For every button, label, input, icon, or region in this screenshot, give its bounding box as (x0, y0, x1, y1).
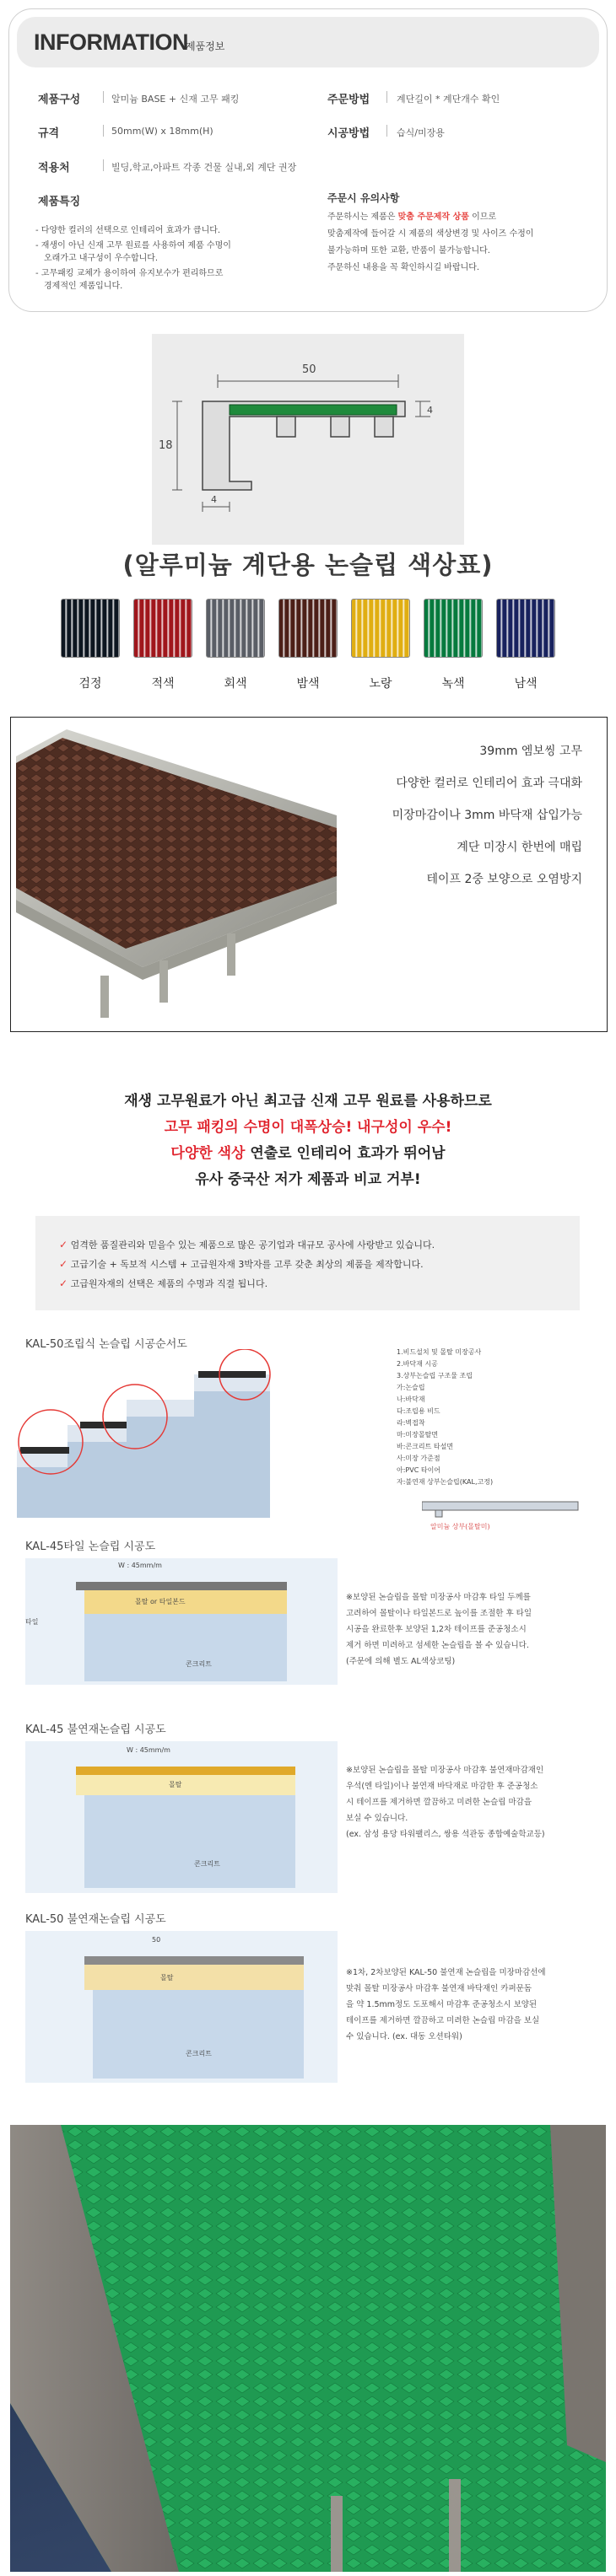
product-photo (16, 723, 337, 1026)
color-swatch (351, 599, 410, 658)
feature-line: - 고무패킹 교체가 용이하여 유지보수가 편리하므로 (35, 269, 224, 278)
stair-assembly-diagram (17, 1349, 346, 1518)
divider (103, 91, 104, 103)
quality-notice-item: ✓ 고급기술 + 독보적 시스템 + 고급원자재 3박자를 고루 갖춘 최상의 제품을 제작합니다. (59, 1258, 424, 1270)
feature-line: 경제적인 제품입니다. (44, 282, 123, 291)
value-install-method: 습식/미장용 (397, 127, 445, 138)
mortar-layer (76, 1775, 295, 1795)
claim-line-4: 유사 중국산 저가 제품과 비교 거부! (195, 1171, 421, 1188)
kal45-tile-diagram (25, 1558, 338, 1685)
dim-bottom-label: 4 (211, 494, 217, 505)
color-chart-title: (알루미늄 계단용 논슬립 색상표) (122, 551, 494, 579)
divider (103, 125, 104, 137)
color-swatch-label: 녹색 (441, 677, 465, 691)
fireproof-strip (76, 1767, 295, 1775)
install-title-kal45-tile: KAL-45타일 논슬립 시공도 (25, 1541, 156, 1553)
install-title-kal50-fireproof: KAL-50 불연재논슬립 시공도 (25, 1913, 166, 1926)
order-notice-line: 주문하신 내용을 꼭 확인하시길 바랍니다. (327, 263, 480, 272)
value-composition: 알미늄 BASE + 신재 고무 패킹 (111, 94, 240, 105)
dim-height-label: 18 (159, 439, 173, 452)
quality-notice-item: ✓ 고급원자재의 선택은 제품의 수명과 직결 됩니다. (59, 1277, 268, 1289)
concrete-layer (93, 1990, 304, 2079)
color-swatch (61, 599, 120, 658)
dim-lip-label: 4 (427, 405, 433, 416)
order-notice-title: 주문시 유의사항 (327, 192, 400, 204)
concrete-label: 콘크리트 (194, 1860, 220, 1868)
claim-line-2: 고무 패킹의 수명이 대폭상승! 내구성이 우수! (164, 1119, 452, 1136)
concrete-layer (84, 1795, 295, 1888)
kal50-width-label: 50 (152, 1936, 161, 1944)
dim-width-label: 50 (302, 363, 316, 376)
information-subtitle: 제품정보 (186, 40, 225, 52)
kal50-fireproof-description: ※1차, 2차보양된 KAL-50 불연재 논슬립을 미장마감선에 맞춰 몰탈 미장공사 마감후 불연재 바닥재인 카퍼문돔 을 약 1.5mm정도 도포해서 마감후 준공청소시 보양된 테이프를 제거하면 깔끔하고 미려한 논슬립 마감을 보실 수 있습니다. (ex. 대동 오션타워) (346, 1968, 546, 2041)
color-swatch-label: 노랑 (369, 677, 392, 691)
product-feature: 계단 미장시 한번에 매립 (457, 841, 582, 854)
mortar-label: 몰탈 (160, 1974, 174, 1982)
feature-line: - 재생이 아닌 신재 고무 원료를 사용하여 제품 수명이 (35, 241, 231, 250)
kal50-fireproof-diagram (25, 1931, 338, 2083)
label-install-method: 시공방법 (327, 127, 370, 140)
kal45-fire-width-label: W : 45mm/m (127, 1746, 170, 1754)
product-feature: 다양한 컬러로 인테리어 효과 극대화 (396, 777, 582, 790)
kal45-width-label: W : 45mm/m (118, 1562, 162, 1569)
kal45-fireproof-diagram (25, 1741, 338, 1893)
bond-label: 몰탈 or 타일본드 (135, 1598, 186, 1605)
product-feature: 테이프 2중 보양으로 오염방지 (426, 873, 582, 886)
feature-line: - 다양한 컬러의 선택으로 인테리어 효과가 큽니다. (35, 226, 221, 235)
product-feature: 39mm 엠보씽 고무 (479, 745, 582, 758)
quality-notice-item: ✓ 엄격한 품질관리와 믿을수 있는 제품으로 많은 공기업과 대규모 공사에 사랑받고 있습니다. (59, 1239, 435, 1250)
value-size: 50mm(W) x 18mm(H) (111, 126, 213, 137)
green-nonslip-photo (10, 2125, 606, 2572)
concrete-label: 콘크리트 (186, 1660, 212, 1668)
install-legend-list: 1.비드설치 및 몰탈 미장공사 2.바닥재 시공 3.상부논슬립 구조물 조립 가:논슬립 나:바닥재 다:조립용 비드 라:벽접착 마:미장몰탈면 바:콘크리트 타설면 사:미장 가준점 아:PVC 타이어 자:불연재 상부논슬립(KAL,고정) (397, 1348, 494, 1486)
profile-drawing (152, 334, 464, 545)
nonslip-strip (84, 1956, 304, 1965)
concrete-label: 콘크리트 (186, 2050, 212, 2057)
label-order-method: 주문방법 (327, 94, 370, 106)
label-size: 규격 (38, 127, 60, 140)
order-notice-line: 불가능하며 또한 교환, 반품이 불가능합니다. (327, 246, 490, 255)
color-swatch-label: 남색 (514, 677, 538, 691)
color-swatch (496, 599, 555, 658)
label-application: 적용처 (38, 162, 70, 175)
color-swatch-label: 검정 (78, 677, 102, 691)
feature-line: 오래가고 내구성이 우수합니다. (44, 254, 159, 263)
kal45-tile-description: ※보양된 논슬립을 몰탈 미장공사 마감후 타일 두께를 고려하여 몰탈이나 타일본드로 높이를 조절한 후 타일 시공을 완료한후 보양된 1,2차 테이프를 준공청소시 제거 하면 미려하고 섬세한 논슬립을 볼 수 있습니다. (주문에 의해 별도 AL색상코팅) (346, 1593, 532, 1666)
value-order-method: 계단길이 * 계단개수 확인 (397, 94, 500, 105)
upper-nonslip-section (422, 1497, 582, 1519)
kal45-fireproof-description: ※보양된 논슬립을 몰탈 미장공사 마감후 불연재마감재인 우석(엔 타일)이나 불연재 바닥재로 마감한 후 준공청소 시 테이프를 제거하면 깔끔하고 미려한 논슬립 마감을 보실 수 있습니다. (ex. 삼성 용당 타워팰리스, 쌍용 석관동 종합예술학교등) (346, 1766, 545, 1839)
divider (386, 91, 387, 103)
color-swatch (424, 599, 483, 658)
color-swatch (206, 599, 265, 658)
divider (386, 125, 387, 137)
value-application: 빌딩,학교,아파트 각종 건물 실내,외 계단 권장 (111, 162, 297, 173)
concrete-layer (84, 1614, 287, 1681)
mortar-layer (84, 1965, 304, 1990)
color-swatch (278, 599, 338, 658)
mortar-label: 몰탈 (169, 1781, 182, 1788)
color-swatch-label: 회색 (224, 677, 247, 691)
color-swatch-label: 밤색 (296, 677, 320, 691)
color-swatch (133, 599, 192, 658)
profile-diagram (152, 334, 464, 545)
color-swatch-label: 적색 (151, 677, 175, 691)
claim-line-1: 재생 고무원료가 아닌 최고급 신재 고무 원료를 사용하므로 (124, 1093, 492, 1110)
install-title-kal50-assembly: KAL-50조립식 논슬립 시공순서도 (25, 1338, 187, 1351)
nonslip-strip (76, 1582, 287, 1590)
tile-label: 타일 (25, 1618, 39, 1626)
information-title: INFORMATION (34, 30, 188, 55)
green-nonslip-render (10, 2125, 606, 2572)
tile-layer (84, 1590, 287, 1614)
divider (103, 159, 104, 171)
order-notice-line: 맞춤제작에 들어갈 시 제품의 색상변경 및 사이즈 수정이 (327, 229, 534, 239)
upper-nonslip-note: 알미늄 상부(몰탈미) (430, 1523, 490, 1530)
claim-line-3: 다양한 색상 연출로 인테리어 효과가 뛰어남 (170, 1145, 446, 1162)
label-composition: 제품구성 (38, 94, 81, 106)
product-feature: 미장마감이나 3mm 바닥재 삽입가능 (392, 809, 582, 822)
install-title-kal45-fireproof: KAL-45 불연재논슬립 시공도 (25, 1724, 166, 1736)
label-features: 제품특징 (38, 196, 81, 208)
order-notice-line: 주문하시는 제품은 맞춤 주문제작 상품 이므로 (327, 212, 497, 222)
